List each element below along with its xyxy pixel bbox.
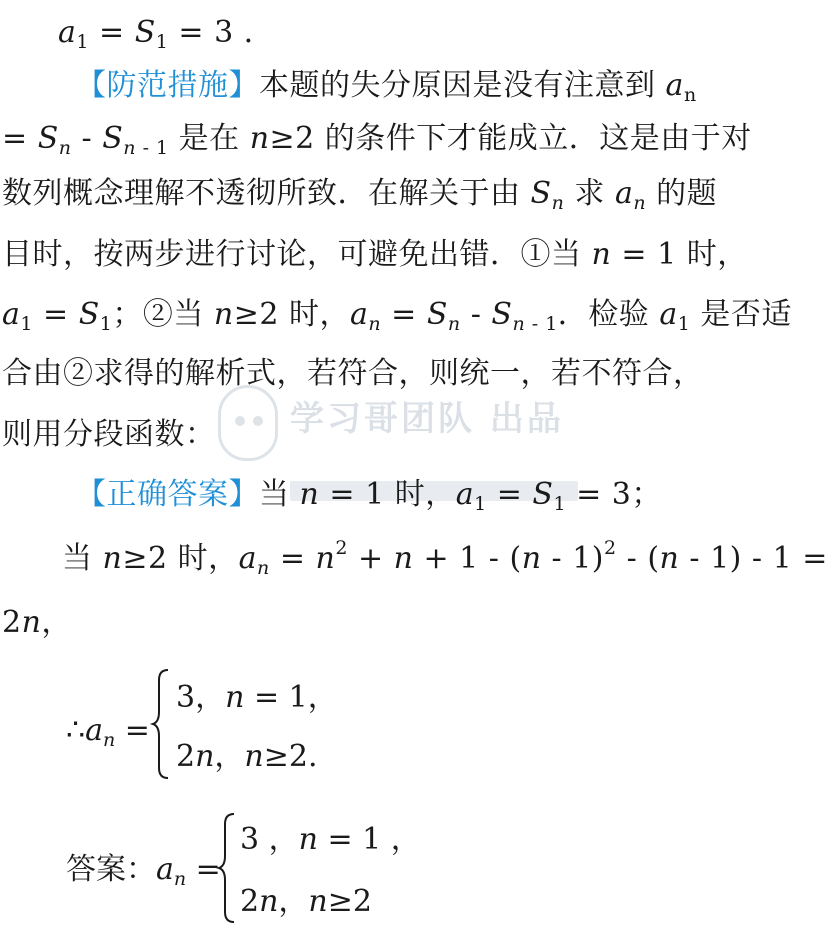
text-line-4: 数列概念理解不透彻所致．在解关于由 $S_n$ 求 $a_n$ 的题 [2,176,718,214]
left-brace-2 [216,810,238,926]
piecewise-row-1a: 3，n = 1， [176,680,338,715]
watermark-face-icon [218,385,278,461]
text-line-3: = $S_n - S_{n - 1}$ 是在 n≥2 的条件下才能成立．这是由于对 [2,121,752,159]
text-line-11: 2n， [2,605,72,640]
text-line-5: 目时，按两步进行讨论，可避免出错．①当 n = 1 时， [2,237,748,272]
text-line-1: $a_1 = S_1 = 3$ ． [58,15,275,53]
watermark-title: 学习哥团队 出品 [290,399,564,439]
section-label-answer: 【正确答案】 [76,477,259,512]
text-line-2: 【防范措施】本题的失分原因是没有注意到 $a_n$ [76,68,697,106]
section-label-prevention: 【防范措施】 [76,68,259,103]
piecewise-row-1b: 2n，n≥2. [176,739,318,774]
text-line-9: 【正确答案】当 n = 1 时，$a_1 = S_1 = 3$； [76,477,662,515]
piecewise-lhs-1: $\therefore a_n$ = [66,713,150,751]
text-line-7: 合由②求得的解析式，若符合，则统一，若不符合， [2,356,704,391]
piecewise-row-2b: 2n，n≥2 [240,884,372,919]
left-brace-1 [150,666,172,782]
piecewise-lhs-2: 答案：$a_n$ = [66,852,221,890]
piecewise-row-2a: 3 ，n = 1 ， [240,822,421,857]
text-line-8: 则用分段函数： [2,417,216,452]
text-line-10: 当 n≥2 时，$a_n = n^2 + n + 1 - (n - 1)^2 - (n - 1) - 1$ = [62,537,828,579]
text-line-6: $a_1 = S_1$；②当 n≥2 时，$a_n = S_n - S_{n - 1}$．检验 $a_1$ 是否适 [2,297,792,335]
